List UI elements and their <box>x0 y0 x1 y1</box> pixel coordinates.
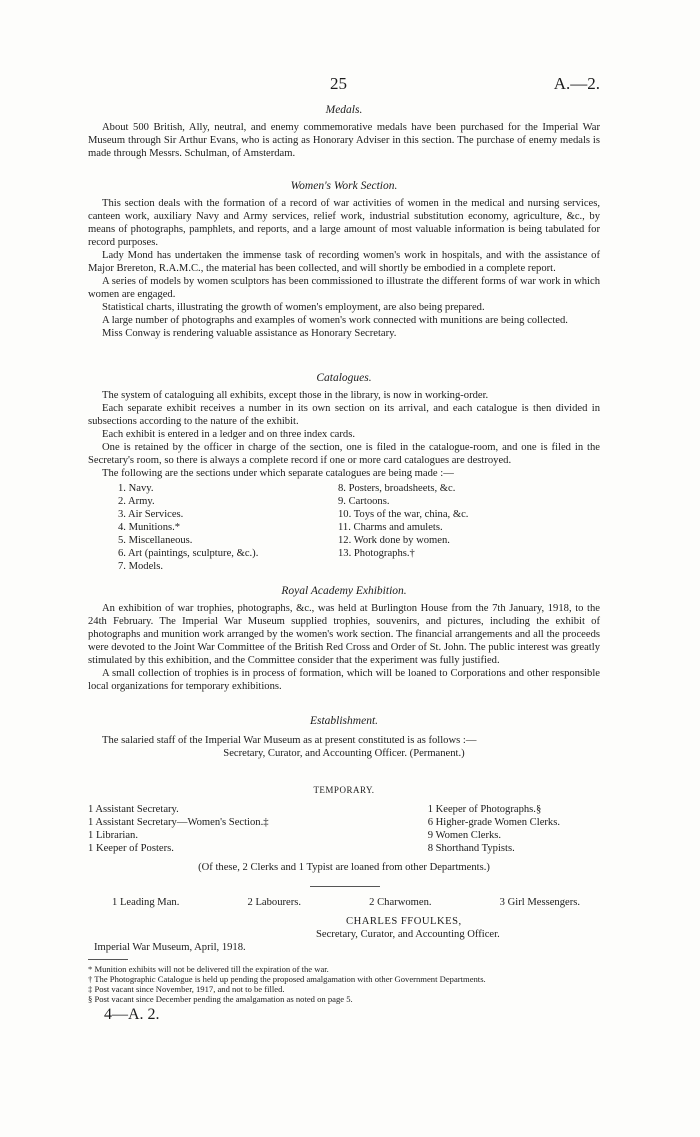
footnote-divider <box>88 959 128 960</box>
medals-heading: Medals. <box>325 104 363 116</box>
list-item: 2. Army. <box>118 496 155 507</box>
list-item: 5. Miscellaneous. <box>118 535 193 546</box>
page-number: 25 <box>330 74 347 93</box>
other-staff <box>88 896 600 954</box>
staff-item: 3 Girl Messengers. <box>499 897 580 908</box>
catalogues-section <box>88 372 600 573</box>
staff-item: 2 Charwomen. <box>369 897 432 908</box>
staff-item: 1 Assistant Secretary. <box>88 804 179 815</box>
list-item: 4. Munitions.* <box>118 522 181 533</box>
staff-item: 1 Librarian. <box>88 830 139 841</box>
list-item: 8. Posters, broadsheets, &c. <box>338 483 456 494</box>
list-item: 10. Toys of the war, china, &c. <box>338 509 469 520</box>
staff-item: 8 Shorthand Typists. <box>427 843 515 854</box>
temporary-staff-left <box>88 803 269 855</box>
divider <box>310 886 380 887</box>
list-item: 7. Models. <box>118 561 164 572</box>
date-line: Imperial War Museum, April, 1918. <box>94 942 246 953</box>
signatory-title: Secretary, Curator, and Accounting Officer. <box>316 929 500 940</box>
document-reference: A.—2. <box>553 74 600 93</box>
catalogue-list-left <box>118 482 338 573</box>
list-item: 12. Work done by women. <box>338 535 450 546</box>
list-item: 3. Air Services. <box>118 509 184 520</box>
staff-item: 1 Keeper of Photographs.§ <box>427 804 542 815</box>
catalogue-list-right <box>338 482 558 573</box>
footer-reference: 4—A. 2. <box>104 1006 160 1023</box>
other-staff-row <box>88 896 600 909</box>
womens-work-paragraph: Statistical charts, illustrating the growth of women's employment, are also being prepared. <box>102 302 485 313</box>
list-item: 13. Photographs.† <box>338 548 415 559</box>
staff-item: 1 Assistant Secretary—Women's Section.‡ <box>88 817 269 828</box>
staff-item: 9 Women Clerks. <box>427 830 502 841</box>
catalogues-paragraph: Each exhibit is entered in a ledger and on three index cards. <box>102 429 355 440</box>
catalogue-sections-list <box>118 482 600 573</box>
medals-paragraph: About 500 British, Ally, neutral, and enemy commemorative medals have been purchased for the Imperial War Museum through Sir Arthur Evans, who is acting as Honorary Adviser in this section. The purchase of enemy medals is made through Messrs. Schulman, of Amsterdam. <box>88 122 600 159</box>
footnote: ‡ Post vacant since November, 1917, and not to be filled. <box>88 984 285 994</box>
establishment-intro: The salaried staff of the Imperial War Museum as at present constituted is as follows :— <box>102 735 477 746</box>
womens-work-paragraph: A large number of photographs and examples of women's work connected with munitions are being collected. <box>102 315 568 326</box>
womens-work-heading: Women's Work Section. <box>290 180 398 192</box>
footnote: * Munition exhibits will not be delivered till the expiration of the war. <box>88 964 329 974</box>
list-item: 11. Charms and amulets. <box>338 522 443 533</box>
signatory-name: CHARLES FFOULKES, <box>346 916 462 927</box>
womens-work-section <box>88 180 600 340</box>
staff-item: 6 Higher-grade Women Clerks. <box>427 817 560 828</box>
womens-work-paragraph: Lady Mond has undertaken the immense task of recording women's work in hospitals, and with the assistance of Major Brereton, R.A.M.C., the material has been collected, and will shortly be embodied in a complete report. <box>88 250 600 274</box>
footnote: § Post vacant since December pending the amalgamation as noted on page 5. <box>88 994 353 1004</box>
permanent-staff: Secretary, Curator, and Accounting Officer. (Permanent.) <box>223 748 465 759</box>
royal-academy-paragraph: A small collection of trophies is in process of formation, which will be loaned to Corporations and other responsible local organizations for temporary exhibitions. <box>88 668 600 692</box>
womens-work-paragraph: Miss Conway is rendering valuable assistance as Honorary Secretary. <box>102 328 397 339</box>
womens-work-paragraph: A series of models by women sculptors has been commissioned to illustrate the different forms of war work in which women are engaged. <box>88 276 600 300</box>
catalogues-paragraph: Each separate exhibit receives a number in its own section on its arrival, and each catalogue is then divided in subsections according to the nature of the exhibit. <box>88 403 600 427</box>
footnote: † The Photographic Catalogue is held up pending the proposed amalgamation with other Government Departments. <box>88 974 486 984</box>
temporary-label: TEMPORARY. <box>313 785 375 795</box>
footnotes <box>88 964 608 1004</box>
temporary-staff-right <box>428 803 560 855</box>
medals-section <box>88 104 600 160</box>
establishment-heading: Establishment. <box>309 715 379 727</box>
royal-academy-heading: Royal Academy Exhibition. <box>281 585 407 597</box>
list-item: 6. Art (paintings, sculpture, &c.). <box>118 548 259 559</box>
staff-item: 1 Leading Man. <box>112 897 180 908</box>
temporary-staff <box>88 803 600 855</box>
royal-academy-section <box>88 585 600 693</box>
staff-item: 1 Keeper of Posters. <box>88 843 174 854</box>
catalogues-heading: Catalogues. <box>316 372 372 384</box>
list-item: 9. Cartoons. <box>338 496 390 507</box>
staff-item: 2 Labourers. <box>247 897 302 908</box>
catalogues-paragraph: The following are the sections under which separate catalogues are being made :— <box>102 468 454 479</box>
loan-note: (Of these, 2 Clerks and 1 Typist are loaned from other Departments.) <box>198 862 490 873</box>
catalogues-paragraph: The system of cataloguing all exhibits, except those in the library, is now in working-order. <box>102 390 489 401</box>
establishment-section <box>88 715 600 874</box>
list-item: 1. Navy. <box>118 483 154 494</box>
womens-work-paragraph: This section deals with the formation of a record of war activities of women in the medical and nursing services, canteen work, auxiliary Navy and Army services, relief work, industrial substitution economy, agriculture, &c., by means of photographs, pamphlets, and reports, and a large amount of most valuable information is being tabulated for record purposes. <box>88 198 600 248</box>
royal-academy-paragraph: An exhibition of war trophies, photographs, &c., was held at Burlington House from the 7th January, 1918, to the 24th February. The Imperial War Museum supplied trophies, souvenirs, and pictures, including the exhibit of photographs and munition work arranged by the women's work section. The financial arrangements and all the proceeds were devoted to the Joint War Committee of the British Red Cross and Order of St. John. The public interest was greatly stimulated by this exhibition, and the Committee consider that the experiment was fully justified. <box>88 603 600 666</box>
catalogues-paragraph: One is retained by the officer in charge of the section, one is filed in the catalogue-room, and one is filed in the Secretary's room, so there is always a complete record if one or more card catalogues are destroyed. <box>88 442 600 466</box>
